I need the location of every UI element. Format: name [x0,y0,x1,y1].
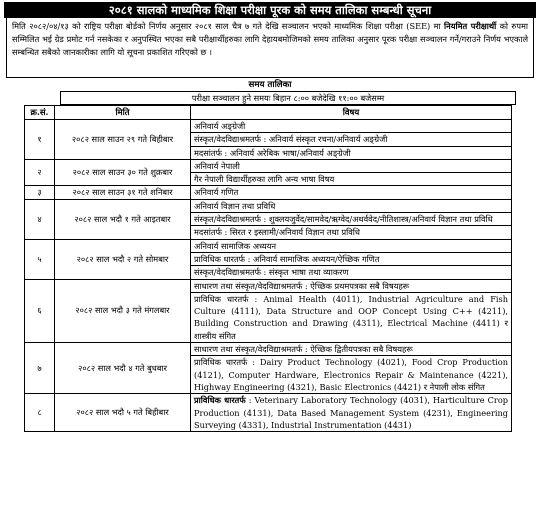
row-sn: १ [25,120,55,160]
row-date: २०८२ साल भदौ २ गते सोमबार [55,239,191,279]
row-date: २०८२ साल साउन २९ गते बिहीबार [55,120,191,160]
row-subject: संस्कृत/वेदविद्याश्रमतर्फ : अनिवार्य संस्कृत रचना/अनिवार्य अङ्ग्रेजी [191,133,512,146]
row-subject: अनिवार्य नेपाली [191,159,512,172]
row-subject: प्राविधिक धारतर्फ : Animal Health (4011), Industrial Agriculture and Fish Culture (4111), Data Structure and OOP Concept Using C++ (4211), Building Construction and Drawing (4311), Electrical Machine (4411) र शास्त्रीय संगित [191,292,512,342]
header-sn: क्र.सं. [25,106,55,120]
table-row [25,159,512,172]
row-date: २०८२ साल भदौ १ गते आइतबार [55,199,191,239]
table-row [25,343,512,356]
row-subject: मदसांतर्फ : अनिवार्य अरेबिक भाषा/अनिवार्य अङ्ग्रेजी [191,146,512,159]
row-subject: संस्कृत/वेदविद्याश्रमतर्फ : शुक्लयजुर्वेद/सामवेद/ऋग्वेद/अथर्ववेद/नीतिशास्त्र/अनिवार्य विज्ञान तथा प्रविधि [191,213,512,226]
row-date: २०८२ साल भदौ ४ गते बुधबार [55,343,191,394]
row-subject: संस्कृत/वेदविद्याश्रमतर्फ : संस्कृत भाषा तथा व्याकरण [191,266,512,279]
row-sn: २ [25,159,55,186]
row-subject: गैर नेपाली विद्यार्थीहरुका लागि अन्य भाषा विषय [191,173,512,186]
row-subject: मदसांतर्फ : सिरत र इस्लामी/अनिवार्य विज्ञान तथा प्रविधि [191,226,512,239]
row-sn: ७ [25,343,55,394]
row-date: २०८२ साल भदौ ३ गते मंगलबार [55,279,191,342]
row-sn: ४ [25,199,55,239]
table-row [25,394,512,432]
row-subject: अनिवार्य सामाजिक अध्ययन [191,239,512,252]
row-subject: प्राविधिक धारतर्फ : Dairy Product Technology (4021), Food Crop Production (4121), Computer Hardware, Electronics Repair & Maintenance (4221), Highway Engineering (4321), Basic Electronics (4421) र नेपाली लोक संगित [191,356,512,394]
schedule-table [24,105,512,432]
row-subject: अनिवार्य गणित [191,186,512,199]
row-subject: प्राविधिक धारतर्फ : अनिवार्य सामाजिक अध्ययन/ऐच्छिक गणित [191,252,512,265]
row-subject [191,394,512,432]
row-subject: साधारण तथा संस्कृत/वेदविद्याश्रमतर्फ : ऐच्छिक प्रथमपत्रका सबै विषयहरू [191,279,512,292]
row-sn: ८ [25,394,55,432]
row-subject: अनिवार्य विज्ञान तथा प्रविधि [191,199,512,212]
table-row [25,239,512,252]
notice-text-2: को रुपमा सम्मिलित भई ग्रेड प्रमोट गर्न नसकेका र अनुपस्थित भएका सबै परीक्षार्थीहरुका लागि देहायबमोजिमको समय तालिका अनुसार पूरक परीक्षा सञ्चालन गर्ने/गराउने निर्णय भएकाले सम्बन्धित सबैको जानकारीका लागि यो सूचना प्रकाशित गरिएको छ । [12,21,528,57]
notice-text-1: मिति २०८२/०४/१३ को राष्ट्रिय परीक्षा बोर्डको निर्णय अनुसार २०८१ साल चैत्र ७ गते देखि सञ्चालन भएको माध्यमिक शिक्षा परीक्षा (SEE) मा [12,21,445,31]
table-row [25,279,512,292]
header-subject: विषय [191,106,512,120]
table-row [25,186,512,199]
table-row [25,120,512,133]
notice-title: २०८१ सालको माध्यमिक शिक्षा परीक्षा पूरक को समय तालिका सम्बन्धी सूचना [4,2,536,18]
row-date: २०८२ साल भदौ ५ गते बिहीबार [55,394,191,432]
notice-bold-text: नियमित परीक्षार्थी [444,21,497,31]
row-subject-bold: प्राविधिक धारतर्फ [194,395,246,406]
row-subject: अनिवार्य अङ्ग्रेजी [191,120,512,133]
table-row [25,199,512,212]
row-date: २०८२ साल साउन ३१ गते शनिबार [55,186,191,199]
notice-intro [6,18,534,78]
row-sn: ५ [25,239,55,279]
header-date: मिति [55,106,191,120]
exam-time: परीक्षा सञ्चालन हुने समयः बिहान ८:०० बजेदेखि ११:०० बजेसम्म [60,91,516,105]
row-subject-text: : Veterinary Laboratory Technology (4031), Harticulture Crop Production (4131), Data Based Management System (4231), Engineering Surveying (4331), Industrial Instrumentation (4431) [194,395,509,430]
row-sn: ३ [25,186,55,199]
schedule-title: समय तालिका [248,80,292,90]
row-date: २०८२ साल साउन ३० गते शुक्रबार [55,159,191,186]
row-sn: ६ [25,279,55,342]
table-header-row [25,106,512,120]
row-subject: साधारण तथा संस्कृत/वेदविद्याश्रमतर्फ : ऐच्छिक द्वितीयपत्रका सबै विषयहरू [191,343,512,356]
